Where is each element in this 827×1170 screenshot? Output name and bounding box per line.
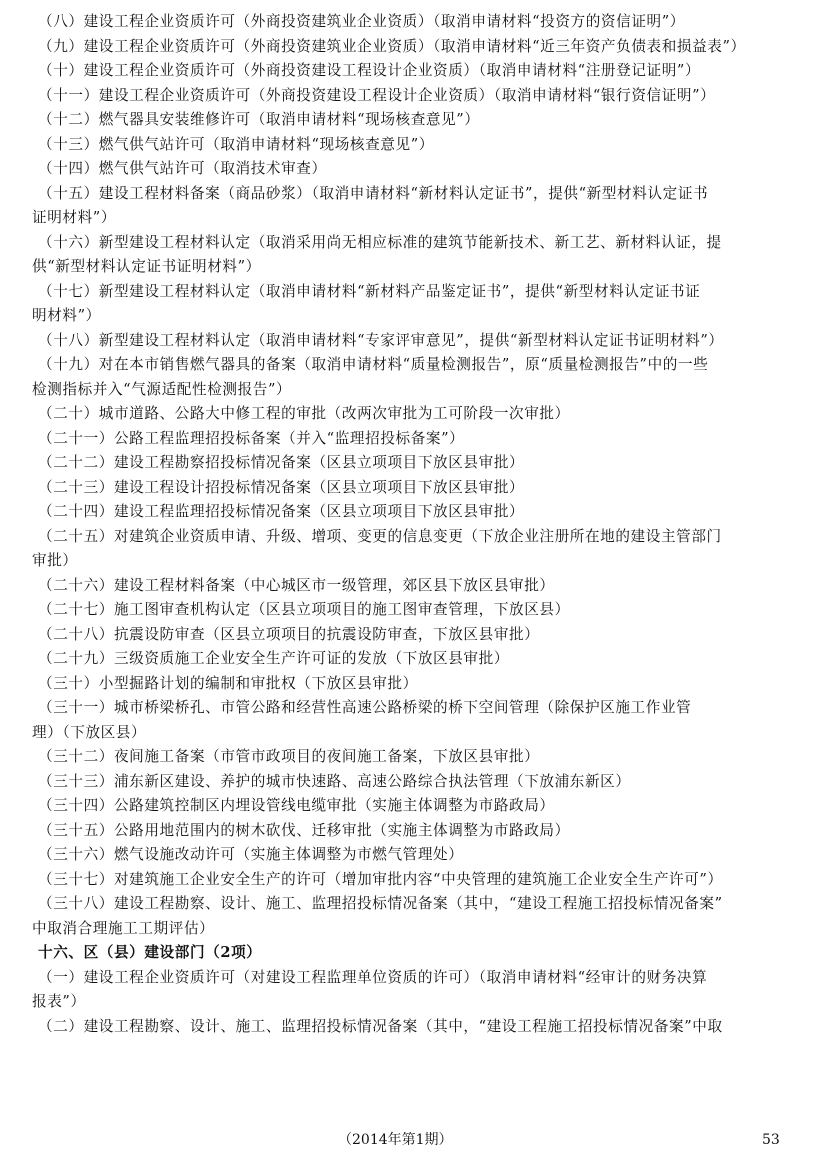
list-item: （十二）燃气器具安装维修许可（取消申请材料“现场核查意见”） (38, 111, 480, 128)
list-item: （二十八）抗震设防审查（区县立项项目的抗震设防审查，下放区县审批） (38, 625, 540, 643)
list-item: （十）建设工程企业资质许可（外商投资建设工程设计企业资质）（取消申请材料“注册登记证明”） (38, 62, 701, 79)
list-item: （十七）新型建设工程材料认定（取消申请材料“新材料产品鉴定证书”，提供“新型材料认定证书证 (38, 282, 701, 300)
list-item: （九）建设工程企业资质许可（外商投资建筑业企业资质）（取消申请材料“近三年资产负债表和损益表”） (38, 37, 746, 55)
list-item: （十三）燃气供气站许可（取消申请材料“现场核查意见”） (38, 135, 434, 153)
list-item: （三十）小型掘路计划的编制和审批权（下放区县审批） (38, 674, 418, 692)
list-item: （十八）新型建设工程材料认定（取消申请材料“专家评审意见”，提供“新型材料认定证书证明材料”） (38, 331, 724, 349)
list-item: （二十）城市道路、公路大中修工程的审批（改两次审批为工可阶段一次审批） (38, 405, 570, 422)
list-item: （三十六）燃气设施改动许可（实施主体调整为市燃气管理处） (38, 846, 464, 863)
list-item: （三十二）夜间施工备案（市管市政项目的夜间施工备案，下放区县审批） (38, 748, 540, 765)
list-item: （三十五）公路用地范围内的树木砍伐、迁移审批（实施主体调整为市路政局） (38, 821, 570, 839)
list-item: （八）建设工程企业资质许可（外商投资建筑业企业资质）（取消申请材料“投资方的资信证明”） (38, 13, 685, 30)
list-item: （十四）燃气供气站许可（取消技术审查） (38, 160, 327, 177)
list-item: （二十三）建设工程设计招投标情况备案（区县立项项目下放区县审批） (38, 478, 525, 496)
list-item-continuation: 检测指标并入“气源适配性检测报告”） (32, 380, 292, 398)
list-item: （三十一）城市桥梁桥孔、市管公路和经营性高速公路桥梁的桥下空间管理（除保护区施工作业管 (38, 699, 692, 716)
list-item: （二十二）建设工程勘察招投标情况备案（区县立项项目下放区县审批） (38, 454, 525, 471)
page-footer (0, 1128, 827, 1152)
list-item: （二十四）建设工程监理招投标情况备案（区县立项项目下放区县审批） (38, 503, 525, 520)
list-item: （十六）新型建设工程材料认定（取消采用尚无相应标准的建筑节能新技术、新工艺、新材料认证，提 (38, 233, 722, 251)
list-item: （二十九）三级资质施工企业安全生产许可证的发放（下放区县审批） (38, 650, 510, 667)
list-item: （十五）建设工程材料备案（商品砂浆）（取消申请材料“新材料认定证书”，提供“新型材料认定证书 (38, 184, 709, 202)
list-item-continuation: 明材料”） (32, 307, 101, 324)
list-item: （二十五）对建筑企业资质申请、升级、增项、变更的信息变更（下放企业注册所在地的建设主管部门 (38, 527, 722, 545)
list-item: （二十六）建设工程材料备案（中心城区市一级管理，郊区县下放区县审批） (38, 576, 555, 594)
list-item: （三十三）浦东新区建设、养护的城市快速路、高速公路综合执法管理（下放浦东新区） (38, 772, 631, 790)
list-item-continuation: 理）（下放区县） (32, 723, 147, 741)
list-item-continuation: 中取消合理施工工期评估） (32, 919, 215, 937)
list-item-continuation: 供“新型材料认定证书证明材料”） (32, 258, 261, 275)
issue-label: （2014年第1期） (338, 1132, 453, 1148)
list-item-continuation: 证明材料”） (32, 209, 117, 226)
document-body (32, 10, 812, 1039)
list-item: （三十四）公路建筑控制区内埋设管线电缆审批（实施主体调整为市路政局） (38, 797, 555, 814)
list-item-continuation: 报表”） (32, 993, 86, 1010)
list-item: （二十一）公路工程监理招投标备案（并入“监理招投标备案”） (38, 429, 465, 447)
list-item: （三十八）建设工程勘察、设计、施工、监理招投标情况备案（其中，“建设工程施工招投标情况备案” (38, 895, 723, 912)
list-item: （十一）建设工程企业资质许可（外商投资建设工程设计企业资质）（取消申请材料“银行资信证明”） (38, 86, 716, 104)
list-item: （十九）对在本市销售燃气器具的备案（取消申请材料“质量检测报告”，原“质量检测报告”中的一些 (38, 356, 709, 373)
list-item-continuation: 审批） (32, 552, 78, 569)
list-item: （二十七）施工图审查机构认定（区县立项项目的施工图审查管理，下放区县） (38, 601, 570, 618)
list-item: （一）建设工程企业资质许可（对建设工程监理单位资质的许可）（取消申请材料“经审计的财务决算 (38, 968, 708, 986)
list-item: （三十七）对建筑施工企业安全生产的许可（增加审批内容“中央管理的建筑施工企业安全生产许可”） (38, 870, 723, 888)
page-number: 53 (762, 1132, 780, 1148)
section-heading: 十六、区（县）建设部门（2项） (38, 944, 262, 961)
list-item: （二）建设工程勘察、设计、施工、监理招投标情况备案（其中，“建设工程施工招投标情况备案”中取 (38, 1017, 723, 1035)
